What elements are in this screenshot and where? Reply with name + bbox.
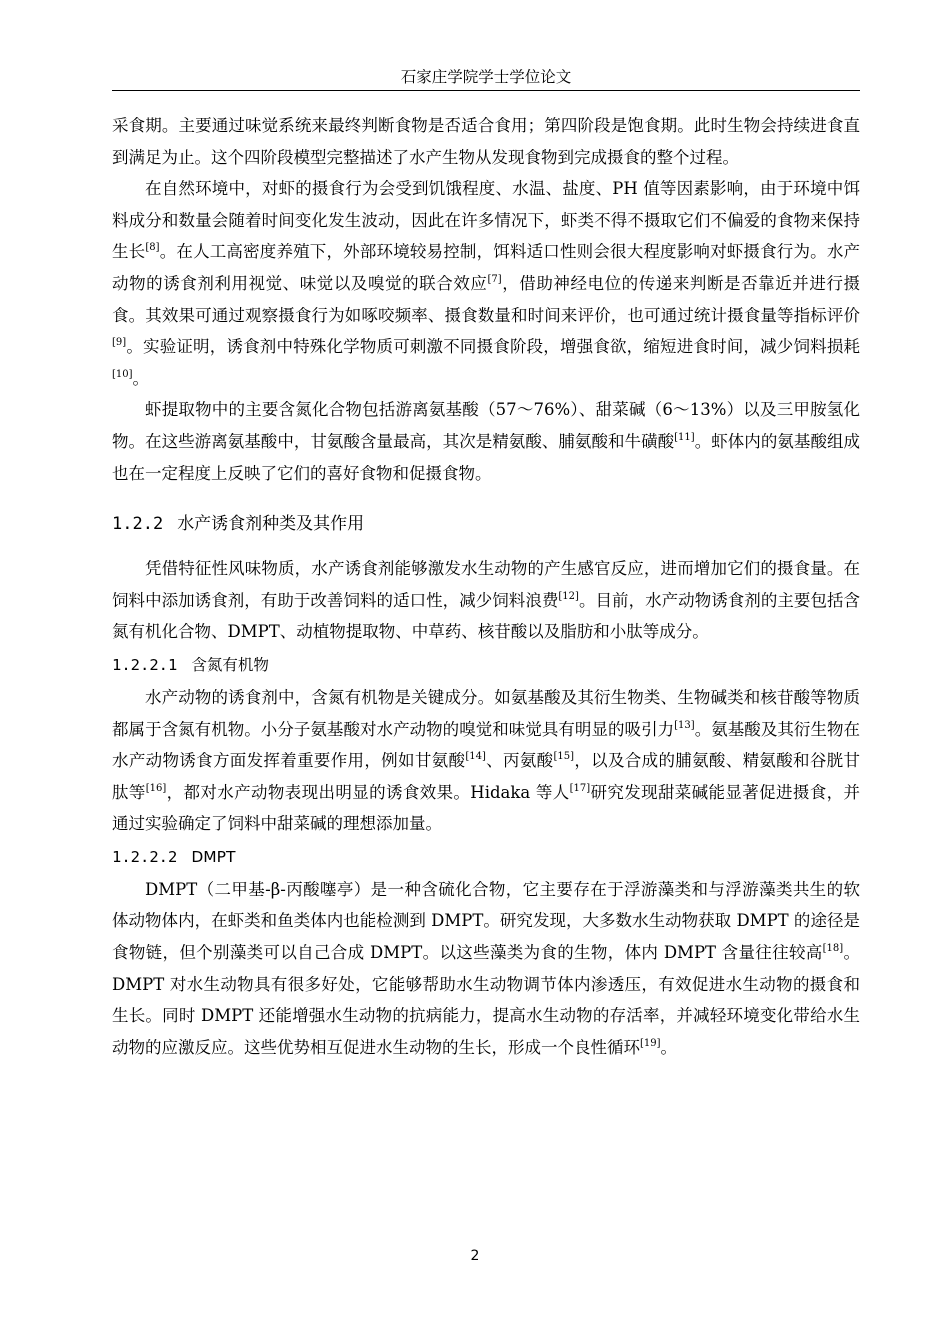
text-run: DMPT（二甲基-β-丙酸噻亭）是一种含硫化合物，它主要存在于浮游藻类和与浮游藻类共生的软体动物体内，在虾类和鱼类体内也能检测到 DMPT。研究发现，大多数水生动物获取 DMPT 的途径是食物链，但个别藻类可以自己合成 DMPT。以这些藻类为食的生物，体内 DMPT 含量往往较高 <box>112 879 860 963</box>
text-run: 。实验证明，诱食剂中特殊化学物质可刺激不同摄食阶段，增强食欲，缩短进食时间，减少饲料损耗 <box>126 337 860 357</box>
citation: [15] <box>553 751 574 763</box>
citation: [9] <box>112 337 127 349</box>
text-run: 。虾体内的氨基酸组成也在一定程度上反映了它们的喜好食物和促摄食物。 <box>112 431 861 483</box>
citation: [12] <box>558 590 579 602</box>
text-run: ，都对水产动物表现出明显的诱食效果。Hidaka 等人 <box>166 782 570 802</box>
citation: [10] <box>112 368 133 380</box>
citation: [18] <box>822 943 844 955</box>
subsection-title: DMPT <box>191 847 236 866</box>
subsection-heading <box>112 843 860 871</box>
citation: [11] <box>674 431 695 443</box>
text-run: 研究发现甜菜碱能显著促进摄食，并通过实验确定了饲料中甜菜碱的理想添加量。 <box>112 782 861 834</box>
section-title: 水产诱食剂种类及其作用 <box>177 514 365 535</box>
citation: [16] <box>145 782 167 794</box>
text-run: ，以及合成的脯氨酸、精氨酸和谷胱甘肽等 <box>112 751 861 802</box>
subsection-heading <box>112 651 860 679</box>
text-run: 。 <box>660 1037 678 1057</box>
subsection-number: 1.2.2.2 <box>112 847 178 866</box>
paragraph <box>112 173 860 394</box>
citation: [14] <box>465 751 486 763</box>
citation: [8] <box>145 242 160 254</box>
text-run: ，借助神经电位的传递来判断是否靠近并进行摄食。其效果可通过观察摄食行为如啄咬频率、摄食数量和时间来评价，也可通过统计摄食量等指标评价 <box>112 273 861 325</box>
text-run: 凭借特征性风味物质，水产诱食剂能够激发水生动物的产生感官反应，进而增加它们的摄食量。在饲料中添加诱食剂，有助于改善饲料的适口性，减少饲料浪费 <box>112 559 860 610</box>
paragraph <box>112 394 860 489</box>
text-run: 。氨基酸及其衍生物在水产动物诱食方面发挥着重要作用，例如甘氨酸 <box>112 719 861 771</box>
text-run: 水产动物的诱食剂中，含氮有机物是关键成分。如氨基酸及其衍生物类、生物碱类和核苷酸等物质都属于含氮有机物。小分子氨基酸对水产动物的嗅觉和味觉具有明显的吸引力 <box>112 687 860 739</box>
citation: [7] <box>487 273 502 285</box>
page-body <box>112 110 860 1063</box>
paragraph <box>112 874 860 1064</box>
paragraph <box>112 110 860 173</box>
section-heading <box>112 509 860 539</box>
page-number: 2 <box>470 1248 480 1264</box>
section-number: 1.2.2 <box>112 514 164 535</box>
text-run: 、丙氨酸 <box>485 751 554 771</box>
paragraph <box>112 682 860 840</box>
subsection-number: 1.2.2.1 <box>112 655 178 674</box>
text-run: 。目前，水产动物诱食剂的主要包括含氮有机化合物、DMPT、动植物提取物、中草药、核苷酸以及脂肪和小肽等成分。 <box>112 590 861 642</box>
subsection-title: 含氮有机物 <box>191 655 269 674</box>
text-run: 。在人工高密度养殖下，外部环境较易控制，饵料适口性则会很大程度影响对虾摄食行为。水产动物的诱食剂利用视觉、味觉以及嗅觉的联合效应 <box>112 242 861 293</box>
text-run: 。 <box>132 368 150 388</box>
citation: [13] <box>674 719 695 731</box>
citation: [17] <box>569 782 591 794</box>
text-run: 。DMPT 对水生动物具有很多好处，它能够帮助水生动物调节体内渗透压，有效促进水生动物的摄食和生长。同时 DMPT 还能增强水生动物的抗病能力，提高水生动物的存活率，并减轻环境变化带给水生动物的应激反应。这些优势相互促进水生动物的生长，形成一个良性循环 <box>112 943 861 1057</box>
running-header: 石家庄学院学士学位论文 <box>112 64 860 91</box>
citation: [19] <box>640 1037 661 1049</box>
text-run: 采食期。主要通过味觉系统来最终判断食物是否适合食用；第四阶段是饱食期。此时生物会持续进食直到满足为止。这个四阶段模型完整描述了水产生物从发现食物到完成摄食的整个过程。 <box>112 116 860 167</box>
text-run: 在自然环境中，对虾的摄食行为会受到饥饿程度、水温、盐度、PH 值等因素影响，由于环境中饵料成分和数量会随着时间变化发生波动，因此在许多情况下，虾类不得不摄取它们不偏爱的食物来保持生长 <box>112 179 860 262</box>
paragraph <box>112 553 860 648</box>
text-run: 虾提取物中的主要含氮化合物包括游离氨基酸（57～76%）、甜菜碱（6～13%）以及三甲胺氢化物。在这些游离氨基酸中，甘氨酸含量最高，其次是精氨酸、脯氨酸和牛磺酸 <box>112 400 860 451</box>
